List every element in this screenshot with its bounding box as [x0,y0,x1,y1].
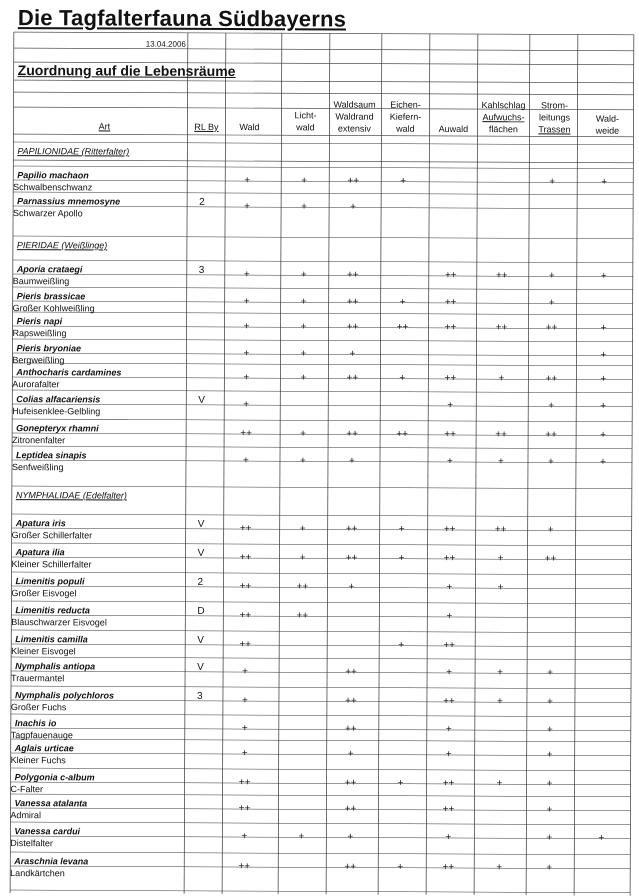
species-common-name: Schwarzer Apollo [13,208,83,218]
grid-line [378,34,382,895]
grid-line [12,572,632,575]
grid-line [11,630,631,633]
header-wald: Wald [227,121,271,133]
grid-line [14,32,634,35]
grid-line [630,35,634,896]
habitat-cell: + [529,804,569,815]
species-common-name: Tagpfauenauge [11,730,73,740]
habitat-cell: + [383,297,423,308]
red-list-status: 3 [197,691,203,702]
habitat-cell: + [331,748,371,759]
habitat-cell: + [583,350,623,361]
habitat-cell: + [481,553,521,564]
habitat-cell: ++ [282,610,322,621]
habitat-cell: ++ [382,429,422,440]
habitat-cell: ++ [330,803,370,814]
species-common-name: Kleiner Eisvogel [11,646,76,656]
habitat-cell: ++ [333,296,373,307]
habitat-cell: + [428,832,468,843]
habitat-cell: ++ [224,861,264,872]
habitat-cell: ++ [332,372,372,383]
habitat-cell: ++ [333,269,373,280]
red-list-status: V [197,635,204,646]
species-scientific-name: Pieris napi [17,316,63,326]
species-scientific-name: Inachis io [15,718,57,728]
habitat-cell: ++ [226,552,266,563]
species-scientific-name: Leptidea sinapis [16,450,87,460]
habitat-cell: + [584,177,624,188]
habitat-cell: ++ [481,524,521,535]
species-common-name: Großer Schillerfalter [12,530,93,540]
species-common-name: Rapsweißling [13,328,67,338]
species-scientific-name: Apatura ilia [16,547,65,557]
habitat-cell: + [531,456,571,467]
grid-line [278,33,282,894]
red-list-status: D [197,606,204,617]
habitat-cell: + [429,611,469,622]
habitat-cell: + [430,400,470,411]
habitat-cell: + [225,723,265,734]
habitat-cell: ++ [331,695,371,706]
habitat-cell: ++ [225,581,265,592]
grid-line [12,446,632,449]
habitat-cell: + [583,430,623,441]
species-scientific-name: Araschnia levana [14,856,88,866]
header-waldweide: Wald- weide [579,113,635,137]
habitat-cell: + [333,201,373,212]
family-label: NYMPHALIDAE (Edelfalter) [16,490,127,500]
habitat-cell: + [332,348,372,359]
grid-line [14,92,634,95]
grid-line [574,35,578,896]
habitat-cell: + [225,695,265,706]
species-scientific-name: Papilio machaon [17,170,89,180]
habitat-cell: ++ [531,429,571,440]
habitat-cell: + [281,831,321,842]
habitat-cell: ++ [282,581,322,592]
habitat-cell: + [381,778,421,789]
grid-line [11,657,631,660]
species-scientific-name: Limenitis camilla [15,634,88,644]
habitat-cell: + [226,348,266,359]
habitat-cell: ++ [224,803,264,814]
species-common-name: Aurorafalter [12,379,59,389]
grid-line [11,686,631,689]
species-scientific-name: Limenitis reducta [15,605,90,615]
grid-line [13,166,633,169]
habitat-cell: + [284,269,324,280]
species-scientific-name: Anthocharis cardamines [16,367,121,377]
species-scientific-name: Polygonia c-album [15,772,95,782]
habitat-cell: + [383,176,423,187]
species-common-name: Landkärtchen [10,868,65,878]
habitat-cell: + [480,667,520,678]
habitat-cell: + [584,271,624,282]
habitat-cell: + [481,456,521,467]
grid-line [13,160,633,163]
habitat-cell: + [382,553,422,564]
header-kahlschlag: Kahlschlag Aufwuchs- flächen [475,99,531,135]
red-list-status: V [198,548,205,559]
species-scientific-name: Nymphalis polychloros [15,690,114,700]
habitat-cell: + [584,323,624,334]
habitat-cell: + [529,832,569,843]
habitat-cell: + [583,401,623,412]
species-common-name: Großer Eisvogel [11,588,76,598]
species-scientific-name: Colias alfacariensis [16,394,100,404]
habitat-cell: + [227,201,267,212]
grid-line [11,601,631,604]
species-common-name: Senfweißling [12,462,64,472]
habitat-cell: ++ [383,322,423,333]
habitat-cell: ++ [431,297,471,308]
habitat-cell: + [284,296,324,307]
habitat-cell: + [530,667,570,678]
habitat-cell: + [480,778,520,789]
habitat-cell: + [480,696,520,707]
species-common-name: Baumweißling [13,276,70,286]
red-list-status: 3 [199,265,205,276]
habitat-cell: ++ [430,373,470,384]
habitat-cell: + [284,201,324,212]
grid-line [474,34,478,895]
habitat-cell: + [479,862,519,873]
grid-line [13,260,633,263]
habitat-cell: ++ [430,429,470,440]
habitat-cell: + [227,175,267,186]
grid-line [10,890,630,893]
habitat-cell: + [480,582,520,593]
grid-line [12,363,632,366]
grid-line [13,236,633,239]
species-common-name: Bergweißling [12,355,64,365]
grid-line [13,192,633,195]
habitat-cell: + [530,778,570,789]
habitat-cell: ++ [332,552,372,563]
grid-line [13,142,633,145]
habitat-cell: ++ [531,553,571,564]
habitat-cell: + [531,524,571,535]
species-scientific-name: Apatura iris [16,518,66,528]
grid-line [526,34,530,895]
red-list-status: 2 [199,197,205,208]
grid-line [14,80,634,83]
habitat-cell: ++ [429,778,469,789]
habitat-cell: ++ [330,861,370,872]
header-stromleitungstrassen: Strom- leitungs Trassen [531,99,577,135]
habitat-cell: ++ [333,175,373,186]
species-scientific-name: Gonepteryx rhamni [16,423,99,433]
red-list-status: V [198,519,205,530]
header-lichtwald: Licht- wald [283,109,327,133]
habitat-cell: + [381,640,421,651]
habitat-cell: + [429,582,469,593]
habitat-cell: + [225,748,265,759]
habitat-cell: + [332,455,372,466]
red-list-status: V [198,395,205,406]
habitat-cell: + [283,348,323,359]
grid-line [10,852,630,855]
header-art: Art [94,120,114,132]
species-scientific-name: Pieris bryoniae [16,343,81,353]
habitat-cell: + [227,269,267,280]
grid-line [11,739,631,742]
habitat-cell: + [429,667,469,678]
habitat-cell: + [226,455,266,466]
habitat-cell: + [583,374,623,385]
habitat-cell: ++ [431,270,471,281]
grid-line [13,339,633,342]
habitat-cell: + [429,749,469,760]
species-common-name: Distelfalter [10,838,53,848]
document-date: 13.04.2006 [146,40,186,49]
habitat-cell: ++ [482,270,522,281]
habitat-cell: + [532,176,572,187]
header-rl: RL By [188,121,224,133]
habitat-cell: ++ [332,523,372,534]
grid-line [11,768,631,771]
habitat-cell: + [481,373,521,384]
habitat-cell: ++ [331,723,371,734]
habitat-cell: + [283,455,323,466]
habitat-cell: + [283,372,323,383]
habitat-cell: ++ [333,321,373,332]
habitat-cell: + [283,428,323,439]
habitat-cell: ++ [332,428,372,439]
species-scientific-name: Aglais urticae [15,743,74,753]
habitat-cell: + [382,524,422,535]
grid-line [11,714,631,717]
species-scientific-name: Pieris brassicae [17,291,86,301]
document-subtitle: Zuordnung auf die Lebensräume [18,62,236,79]
document-title: Die Tagfalterfauna Südbayerns [18,5,346,32]
habitat-cell: ++ [532,322,572,333]
grid-line [12,390,632,393]
grid-line [12,419,632,422]
habitat-cell: + [529,862,569,873]
species-scientific-name: Nymphalis antiopa [15,661,95,671]
habitat-cell: ++ [225,777,265,788]
habitat-cell: ++ [531,373,571,384]
habitat-cell: + [284,175,324,186]
species-scientific-name: Parnassius mnemosyne [17,196,120,206]
species-common-name: Großer Fuchs [11,702,67,712]
species-scientific-name: Vanessa atalanta [14,798,87,808]
grid-line [13,312,633,315]
species-scientific-name: Vanessa cardui [14,826,80,836]
habitat-cell: + [531,400,571,411]
species-scientific-name: Limenitis populi [15,576,84,586]
habitat-cell: + [224,831,264,842]
grid-line [14,48,634,51]
habitat-cell: + [330,831,370,842]
habitat-cell: + [283,552,323,563]
habitat-cell: + [382,373,422,384]
grid-line [11,644,631,647]
species-common-name: Kleiner Fuchs [11,755,66,765]
species-common-name: Zitronenfalter [12,435,65,445]
species-scientific-name: Aporia crataegi [17,264,83,274]
habitat-cell: + [226,399,266,410]
habitat-cell: + [225,666,265,677]
family-label: PIERIDAE (Weißlinge) [17,240,107,250]
species-common-name: C-Falter [11,784,44,794]
grid-line [13,287,633,290]
header-auwald: Auwald [431,123,475,135]
habitat-cell: + [532,297,572,308]
habitat-cell: ++ [331,777,371,788]
habitat-cell: + [429,724,469,735]
grid-line [10,822,630,825]
grid-line [11,794,631,797]
habitat-cell: + [583,457,623,468]
habitat-cell: + [380,862,420,873]
habitat-cell: + [581,833,621,844]
habitat-cell: ++ [429,640,469,651]
habitat-cell: + [530,749,570,760]
species-common-name: Kleiner Schillerfalter [12,559,92,569]
family-label: PAPILIONIDAE (Ritterfalter) [17,146,129,156]
grid-line [12,514,632,517]
species-common-name: Blauschwarzer Eisvogel [11,617,107,627]
habitat-cell: ++ [431,322,471,333]
habitat-cell: + [227,321,267,332]
habitat-cell: ++ [226,523,266,534]
habitat-cell: ++ [430,553,470,564]
habitat-cell: ++ [331,666,371,677]
habitat-cell: + [532,270,572,281]
red-list-status: 2 [197,577,203,588]
habitat-cell: ++ [429,696,469,707]
species-common-name: Admiral [10,810,41,820]
habitat-cell: + [284,321,324,332]
habitat-cell: ++ [428,804,468,815]
grid-line [184,33,188,894]
header-eichen-kiefernwald: Eichen- Kiefern- wald [381,99,429,135]
habitat-cell: ++ [225,610,265,621]
habitat-cell: + [283,523,323,534]
red-list-status: V [197,662,204,673]
habitat-cell: + [530,696,570,707]
habitat-cell: + [226,372,266,383]
species-common-name: Trauermantel [11,673,64,683]
habitat-cell: ++ [225,639,265,650]
habitat-cell: + [331,581,371,592]
habitat-cell: ++ [428,862,468,873]
habitat-cell: + [227,296,267,307]
habitat-cell: ++ [430,524,470,535]
species-common-name: Großer Kohlweißling [13,303,95,313]
species-common-name: Hufeisenklee-Gelbling [12,406,100,416]
grid-line [12,543,632,546]
habitat-cell: ++ [482,322,522,333]
habitat-cell: + [430,456,470,467]
header-waldsaum: Waldsaum Waldrand extensiv [329,98,379,134]
habitat-cell: ++ [226,428,266,439]
grid-line [12,486,632,489]
habitat-cell: ++ [481,429,521,440]
grid-line [326,33,330,894]
species-common-name: Schwalbenschwanz [13,182,92,192]
habitat-cell: + [530,724,570,735]
